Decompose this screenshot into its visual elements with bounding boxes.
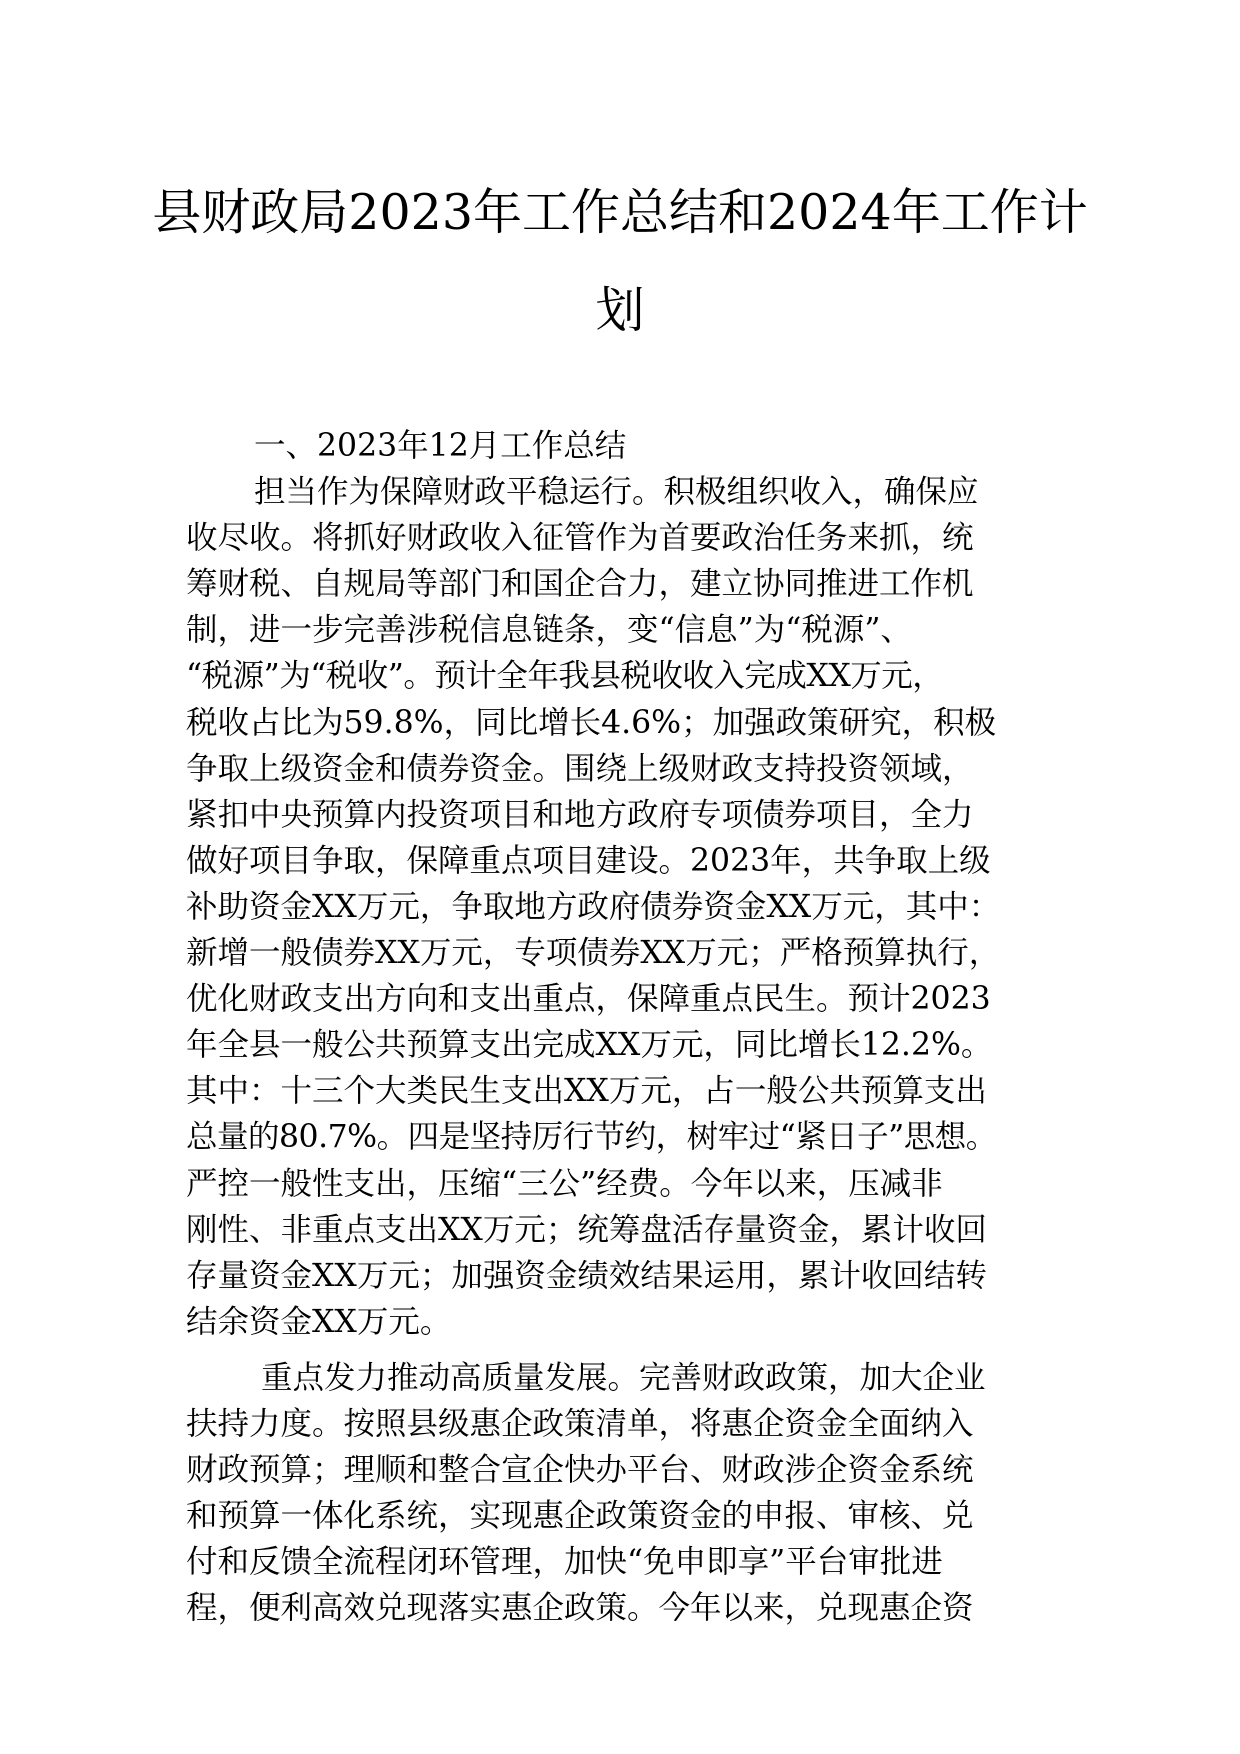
document-body [186, 423, 1076, 1631]
paragraph-line: 做好项目争取，保障重点项目建设。2023年，共争取上级 [186, 842, 991, 879]
paragraph-line: 其中：十三个大类民生支出XX万元，占一般公共预算支出 [186, 1073, 987, 1110]
paragraph-line: 程，便利高效兑现落实惠企政策。今年以来，兑现惠企资 [186, 1590, 974, 1627]
paragraph-line: 新增一般债券XX万元，专项债券XX万元；严格预算执行， [186, 935, 1001, 972]
paragraph-line: 总量的80.7%。四是坚持厉行节约，树牢过“紧日子”思想。 [186, 1119, 997, 1156]
document-title [150, 164, 1090, 360]
paragraph-line: 制，进一步完善涉税信息链条，变“信息”为“税源”、 [186, 612, 912, 649]
paragraph-line: 付和反馈全流程闭环管理，加快“免申即享”平台审批进 [186, 1544, 943, 1581]
paragraph-line: 年全县一般公共预算支出完成XX万元，同比增长12.2%。 [186, 1027, 993, 1064]
paragraph-line: 紧扣中央预算内投资项目和地方政府专项债券项目，全力 [186, 796, 974, 833]
paragraph-line: 补助资金XX万元，争取地方政府债券资金XX万元，其中： [186, 888, 1001, 925]
title-line: 县财政局2023年工作总结和2024年工作计 [152, 184, 1088, 241]
paragraph-line: 税收占比为59.8%，同比增长4.6%；加强政策研究，积极 [186, 704, 997, 741]
paragraph-line: 重点发力推动高质量发展。完善财政政策，加大企业 [261, 1359, 986, 1396]
paragraph-line: “税源”为“税收”。预计全年我县税收收入完成XX万元， [186, 658, 944, 695]
paragraph-line: 收尽收。将抓好财政收入征管作为首要政治任务来抓，统 [186, 520, 974, 557]
paragraph-line: 筹财税、自规局等部门和国企合力，建立协同推进工作机 [186, 566, 974, 603]
paragraph-line: 扶持力度。按照县级惠企政策清单，将惠企资金全面纳入 [186, 1405, 974, 1442]
paragraph-line: 优化财政支出方向和支出重点，保障重点民生。预计2023 [186, 981, 991, 1018]
paragraph-line: 争取上级资金和债券资金。围绕上级财政支持投资领域， [186, 750, 974, 787]
paragraph-line: 严控一般性支出，压缩“三公”经费。今年以来，压减非 [186, 1165, 943, 1202]
paragraph-line: 和预算一体化系统，实现惠企政策资金的申报、审核、兑 [186, 1498, 974, 1535]
section-heading: 一、2023年12月工作总结 [254, 428, 627, 464]
paragraph-line: 存量资金XX万元；加强资金绩效结果运用，累计收回结转 [186, 1257, 987, 1294]
paragraph-spacer [186, 1345, 1076, 1355]
paragraph-2 [186, 1355, 1076, 1632]
paragraph-line: 担当作为保障财政平稳运行。积极组织收入，确保应 [254, 474, 979, 511]
paragraph-line: 刚性、非重点支出XX万元；统筹盘活存量资金，累计收回 [186, 1211, 987, 1248]
title-line: 划 [595, 282, 645, 339]
paragraph-line: 结余资金XX万元。 [186, 1303, 452, 1340]
paragraph-1 [186, 469, 1076, 1345]
paragraph-line: 财政预算；理顺和整合宣企快办平台、财政涉企资金系统 [186, 1452, 974, 1489]
